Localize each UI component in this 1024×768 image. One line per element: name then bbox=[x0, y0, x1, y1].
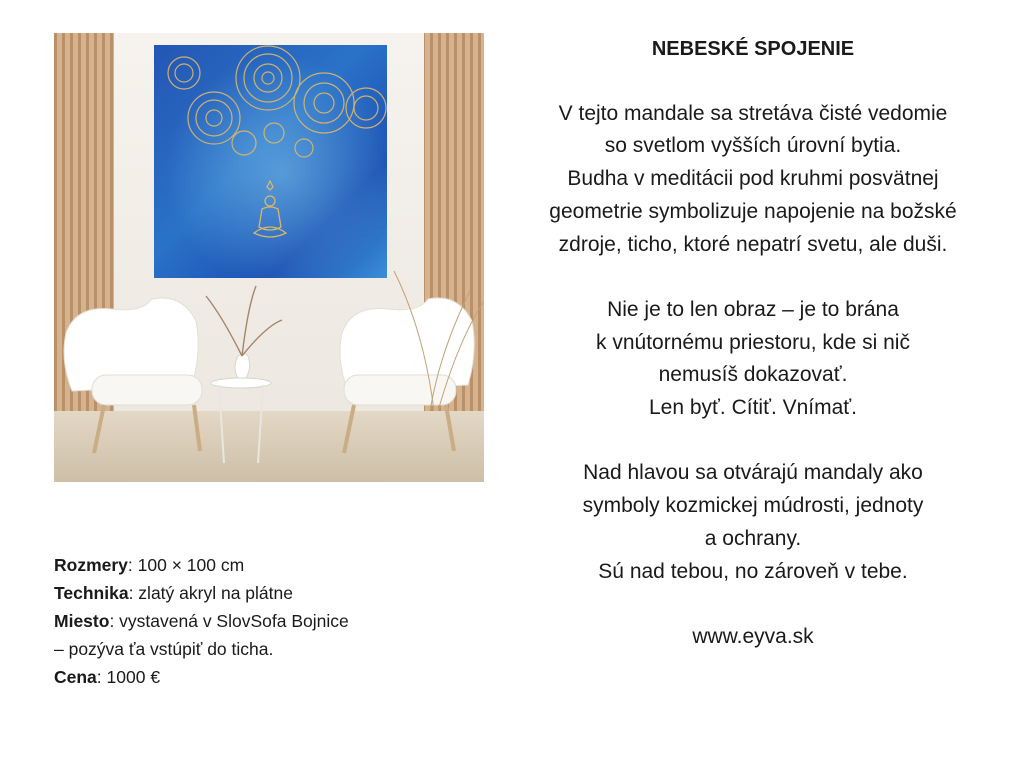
website-link[interactable]: www.eyva.sk bbox=[692, 624, 814, 648]
artwork-description bbox=[498, 33, 1008, 654]
text-line: zdroje, ticho, ktoré nepatrí svetu, ale duši. bbox=[558, 232, 948, 256]
text-line: Len byť. Cítiť. Vnímať. bbox=[648, 396, 858, 420]
text-line: nemusíš dokazovať. bbox=[658, 363, 848, 387]
text-line: Budha v meditácii pod kruhmi posvätnej bbox=[567, 167, 939, 191]
artwork-specs bbox=[54, 551, 454, 691]
spec-technique: Technika: zlatý akryl na plátne bbox=[54, 583, 293, 603]
text-line: geometrie symbolizuje napojenie na božské bbox=[549, 199, 957, 223]
text-line: k vnútornému priestoru, kde si nič bbox=[596, 330, 910, 354]
spec-place-note: – pozýva ťa vstúpiť do ticha. bbox=[54, 639, 274, 659]
text-line: Nie je to len obraz – je to brána bbox=[607, 297, 899, 321]
spec-size: Rozmery: 100 × 100 cm bbox=[54, 555, 245, 575]
spec-price: Cena: 1000 € bbox=[54, 667, 161, 687]
spec-place: Miesto: vystavená v SlovSofa Bojnice bbox=[54, 611, 349, 631]
painting-canvas bbox=[154, 45, 387, 278]
text-line: so svetlom vyšších úrovní bytia. bbox=[604, 134, 902, 158]
description-paragraph bbox=[498, 457, 1008, 588]
text-line: a ochrany. bbox=[704, 526, 802, 550]
artwork-title: NEBESKÉ SPOJENIE bbox=[651, 38, 855, 60]
text-line: Nad hlavou sa otvárajú mandaly ako bbox=[583, 461, 923, 485]
text-line: V tejto mandale sa stretáva čisté vedomie bbox=[558, 101, 948, 125]
text-line: Sú nad tebou, no zároveň v tebe. bbox=[598, 559, 908, 583]
description-paragraph bbox=[498, 98, 1008, 262]
artwork-room-photo bbox=[54, 33, 484, 482]
text-line: symboly kozmickej múdrosti, jednoty bbox=[582, 494, 924, 518]
description-paragraph bbox=[498, 294, 1008, 425]
